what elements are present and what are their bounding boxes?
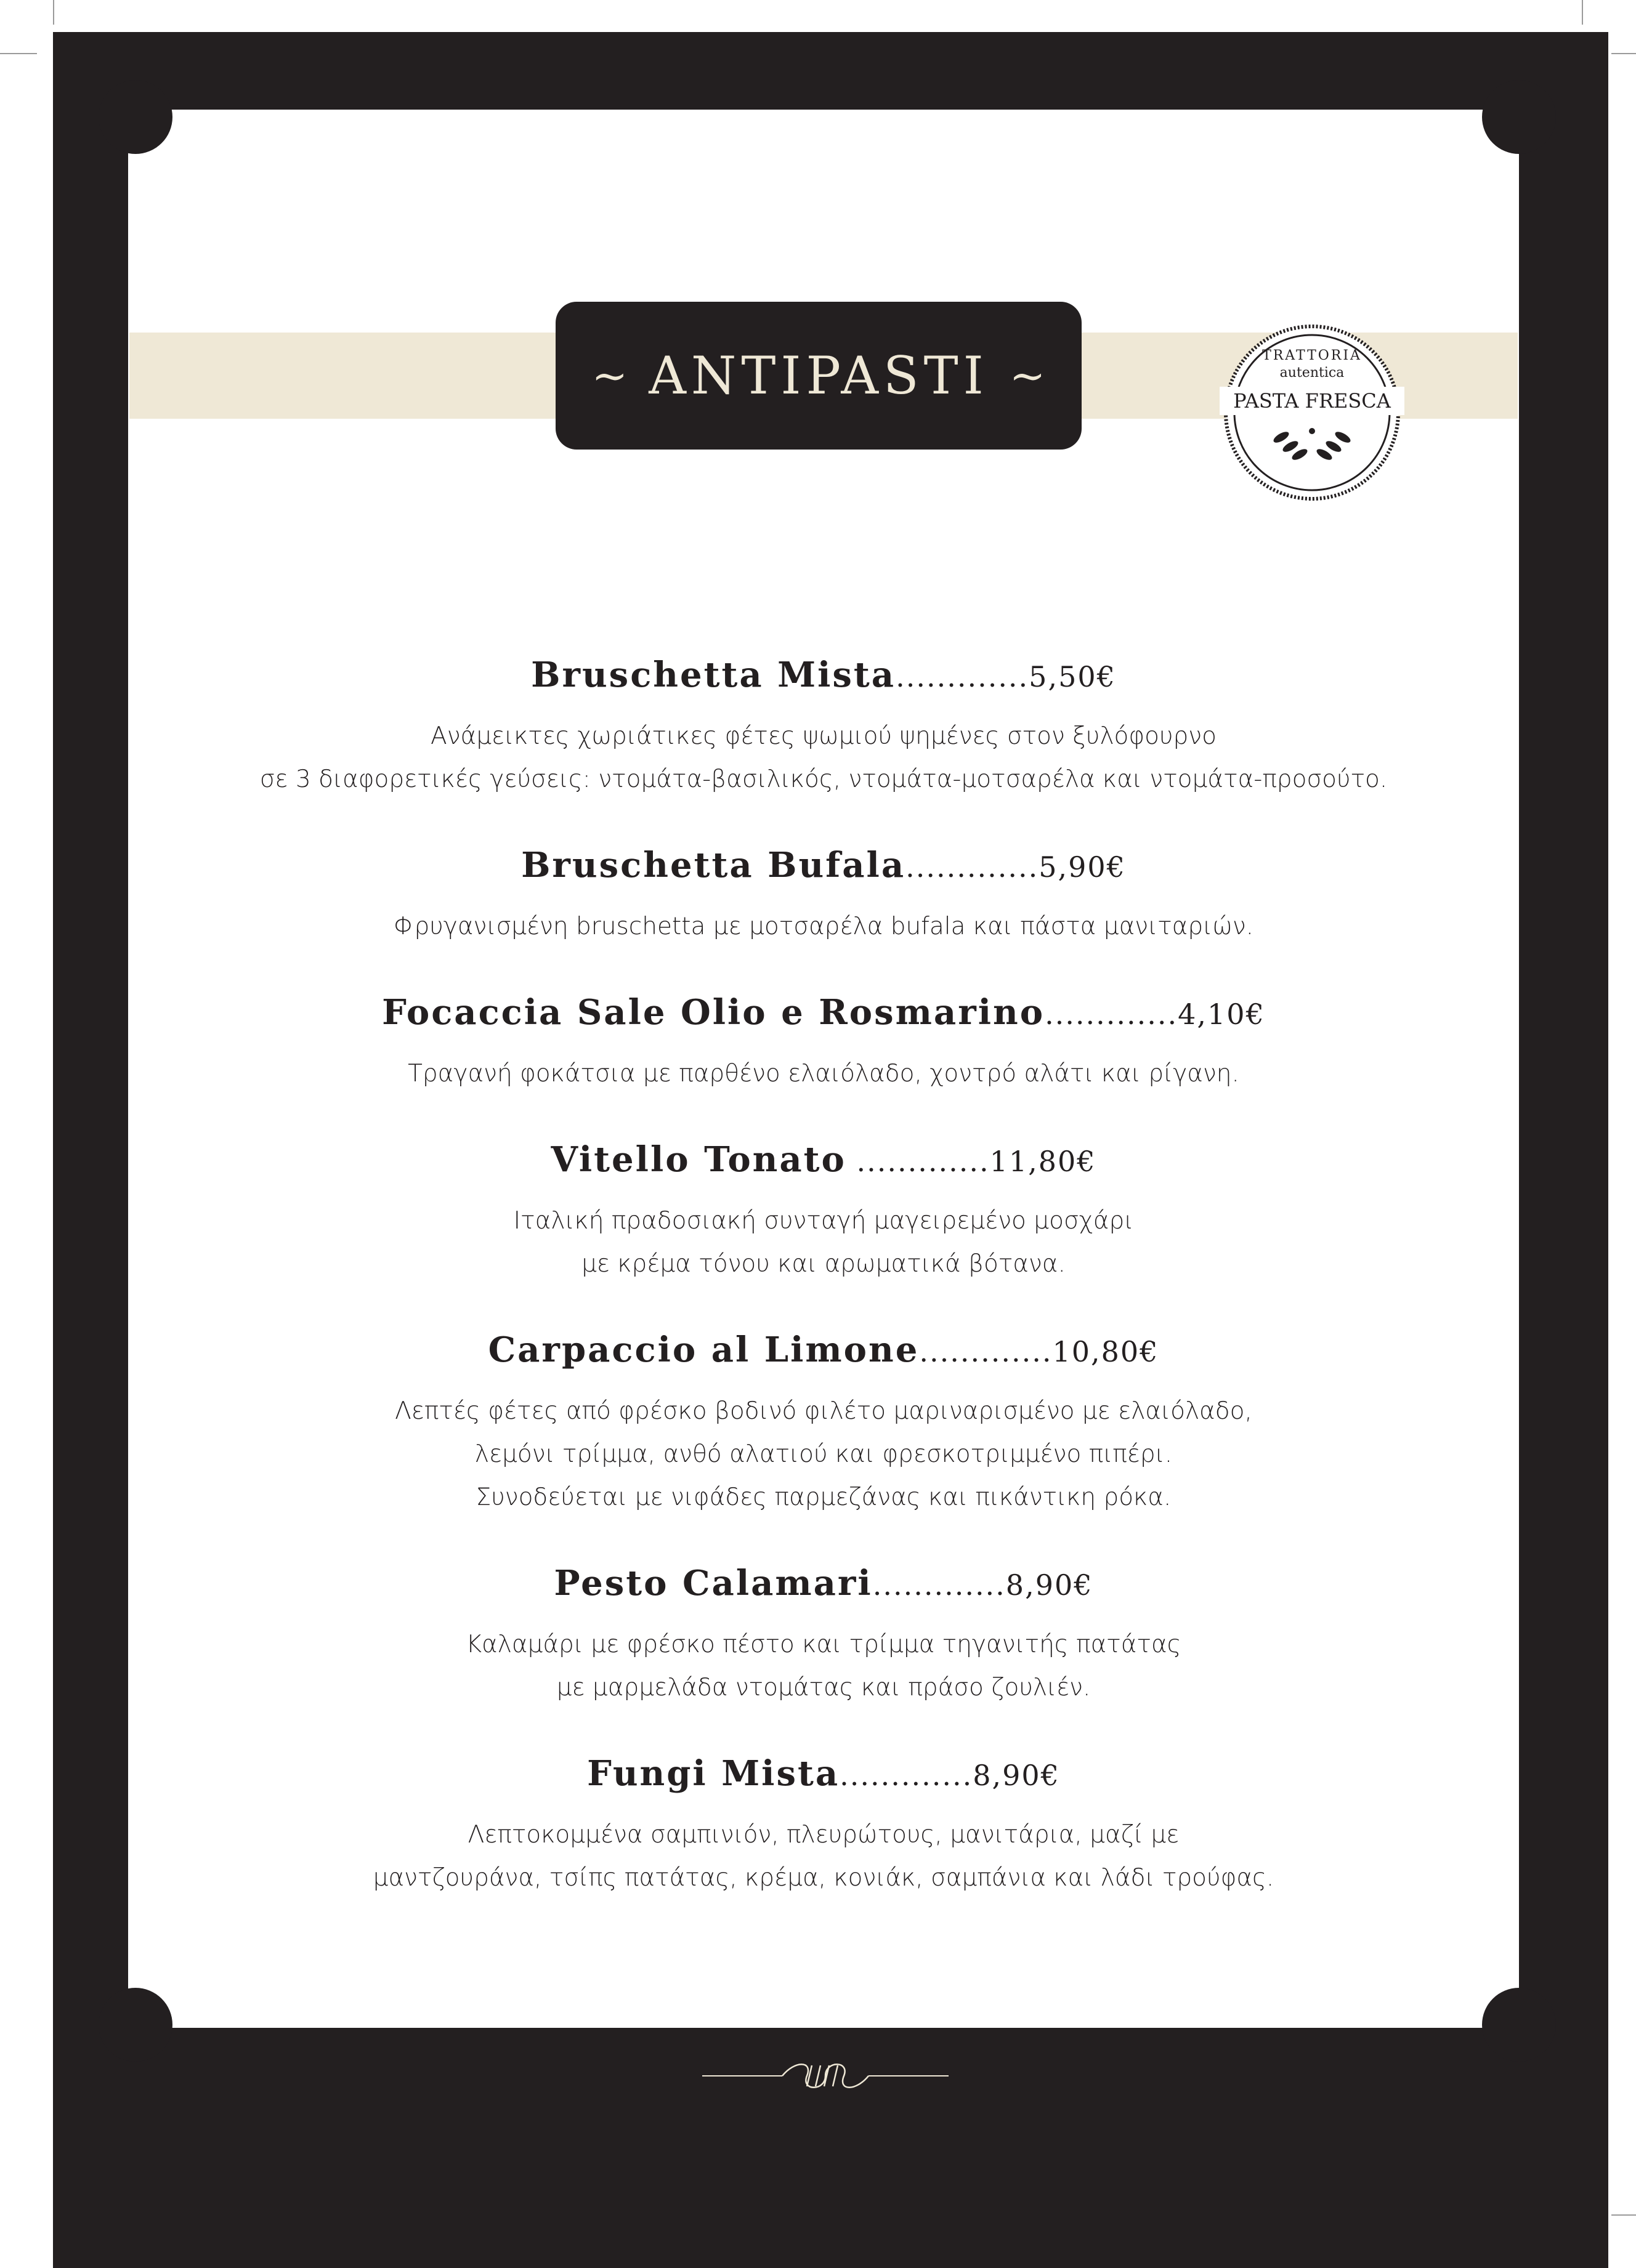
menu-item-price: .............5,50€ — [896, 660, 1116, 693]
menu-item-name: Bruschetta Bufala — [521, 845, 906, 886]
menu-item-price: .............11,80€ — [846, 1145, 1096, 1178]
menu-item-price: .............8,90€ — [872, 1568, 1093, 1602]
menu-item-description: Λεπτοκομμένα σαμπινιόν, πλευρώτους, μανιτάρια, μαζί με — [468, 1821, 1180, 1849]
menu-item-description: με μαρμελάδα ντομάτας και πράσο ζουλιέν. — [556, 1674, 1091, 1701]
stamp-top-text: TRATTORIA — [1262, 348, 1362, 363]
menu-item-name: Vitello Tonato — [551, 1139, 846, 1180]
menu-item — [160, 1745, 1487, 1900]
stamp-bottom-text: PASTA FRESCA — [1233, 389, 1391, 413]
menu-item — [160, 984, 1487, 1096]
menu-item-name: Focaccia Sale Olio e Rosmarino — [382, 992, 1045, 1033]
calligraphic-flourish-icon — [702, 2054, 949, 2097]
section-title: ANTIPASTI — [649, 345, 989, 406]
menu-item-price: .............10,80€ — [919, 1335, 1159, 1368]
menu-item-description: Συνοδεύεται με νιφάδες παρμεζάνας και πικάντικη ρόκα. — [476, 1483, 1172, 1511]
panel-corner-notch — [99, 80, 172, 154]
ornamental-swash-icon: ~ — [591, 350, 628, 401]
menu-item-description: Λεπτές φέτες από φρέσκο βοδινό φιλέτο μαριναρισμένο με ελαιόλαδο, — [395, 1397, 1252, 1425]
section-title-plaque — [556, 302, 1082, 450]
menu-item-description: Καλαμάρι με φρέσκο πέστο και τρίμμα τηγανιτής πατάτας — [466, 1631, 1181, 1658]
menu-item — [160, 1131, 1487, 1286]
panel-corner-notch — [99, 1988, 172, 2062]
menu-item-name: Fungi Mista — [587, 1753, 840, 1794]
menu-item-name: Pesto Calamari — [554, 1563, 873, 1604]
crop-mark — [1582, 0, 1583, 25]
menu-item-name: Bruschetta Mista — [531, 655, 896, 695]
crop-mark — [1611, 2214, 1636, 2216]
ornamental-swash-icon: ~ — [1009, 350, 1046, 401]
menu-item-description: Ανάμεικτες χωριάτικες φέτες ψωμιού ψημένες στον ξυλόφουρνο — [431, 722, 1217, 750]
menu-item — [160, 837, 1487, 948]
menu-item-name: Carpaccio al Limone — [488, 1330, 920, 1370]
menu-item — [160, 1555, 1487, 1709]
menu-item-description: Τραγανή φοκάτσια με παρθένο ελαιόλαδο, χοντρό αλάτι και ρίγανη. — [408, 1060, 1239, 1088]
menu-item-description: μαντζουράνα, τσίπς πατάτας, κρέμα, κονιάκ, σαμπάνια και λάδι τρούφας. — [373, 1864, 1274, 1892]
menu-list — [160, 647, 1487, 1935]
crop-mark — [53, 0, 54, 25]
panel-corner-notch — [1482, 1988, 1556, 2062]
menu-item-description: λεμόνι τρίμμα, ανθό αλατιού και φρεσκοτριμμένο πιπέρι. — [474, 1440, 1173, 1468]
menu-item-price: .............4,10€ — [1045, 998, 1265, 1031]
stamp-middle-text: autentica — [1279, 365, 1345, 381]
menu-item — [160, 1322, 1487, 1519]
menu-item-description: με κρέμα τόνου και αρωματικά βότανα. — [581, 1250, 1066, 1278]
menu-item-description: σε 3 διαφορετικές γεύσεις: ντομάτα-βασιλικός, ντομάτα-μοτσαρέλα και ντομάτα-προσούτο. — [259, 765, 1388, 793]
panel-corner-notch — [1482, 80, 1556, 154]
menu-item-price: .............5,90€ — [905, 850, 1126, 884]
crop-mark — [1611, 53, 1636, 54]
menu-item-description: Ιταλική πραδοσιακή συνταγή μαγειρεμένο μοσχάρι — [513, 1207, 1134, 1235]
menu-item-price: .............8,90€ — [840, 1759, 1060, 1792]
menu-item — [160, 647, 1487, 801]
crop-mark — [0, 53, 37, 54]
menu-item-description: Φρυγανισμένη bruschetta με μοτσαρέλα bufala και πάστα μανιταριών. — [393, 913, 1254, 940]
trattoria-stamp — [1220, 320, 1404, 505]
